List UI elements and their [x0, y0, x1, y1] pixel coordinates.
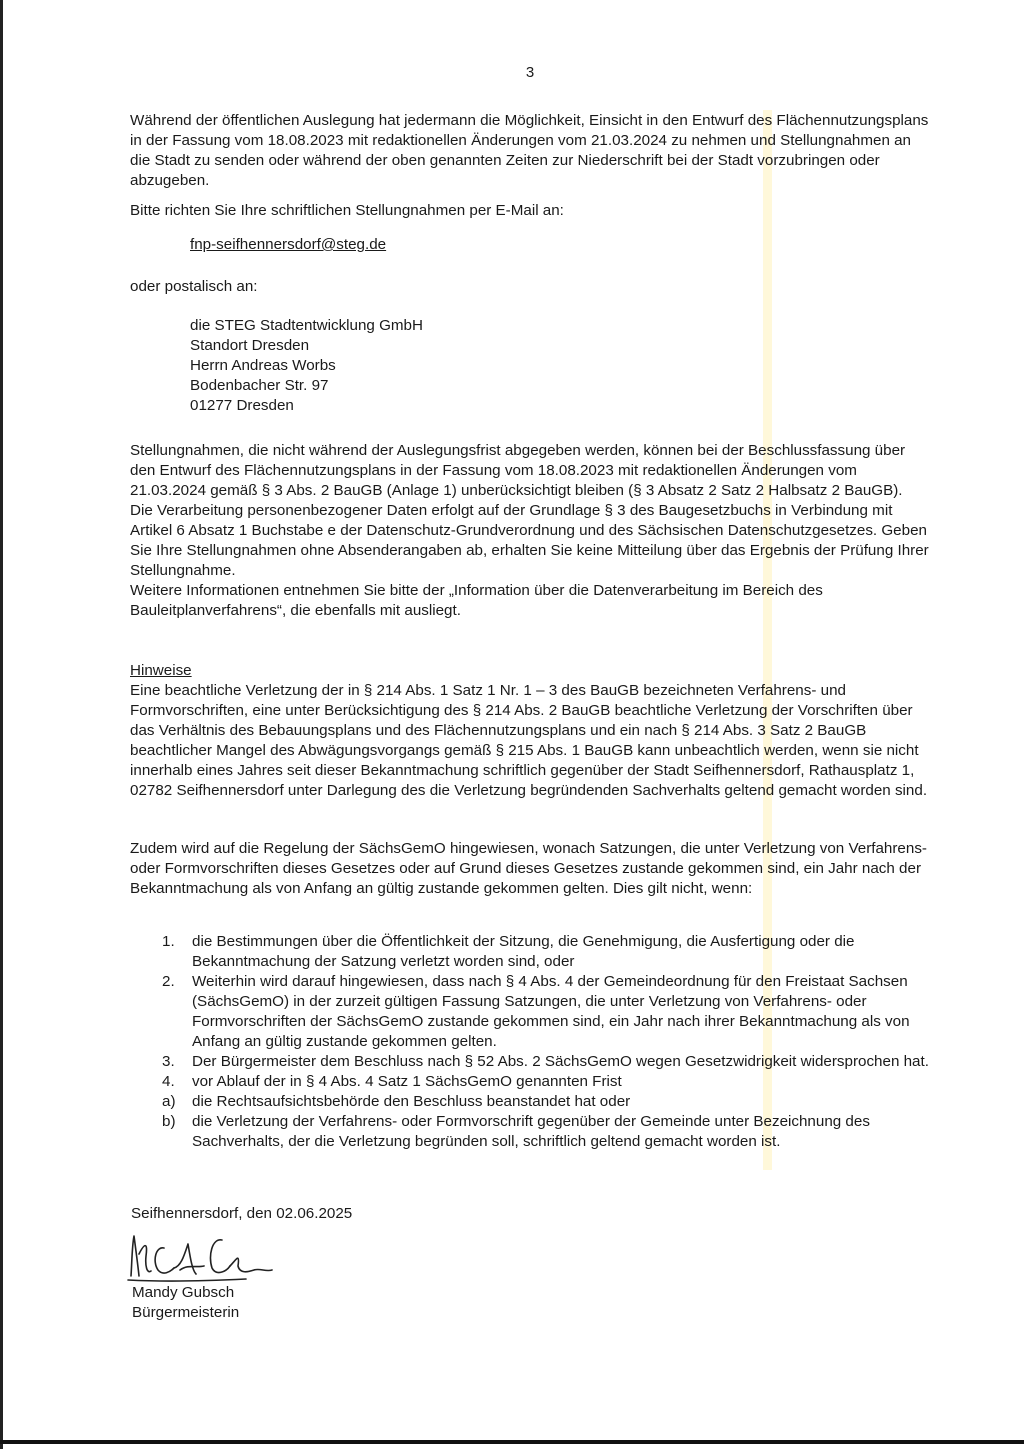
paragraph-text: Weitere Informationen entnehmen Sie bitte der „Information über die Datenverarbeitung im Bereich des Bauleitplanverfahrens“, die ebenfalls mit ausliegt. — [130, 582, 823, 619]
paragraph-public-display — [130, 111, 930, 191]
paragraph-text: Stellungnahmen, die nicht während der Auslegungsfrist abgegeben werden, können bei der Beschlussfassung über den Entwurf des Flächennutzungsplans in der Fassung vom 18.08.2023 mit redaktionellen Änderungen vom 21.03.2024 gemäß § 3 Abs. 2 BauGB (Anlage 1) unberücksichtigt bleiben (§ 3 Absatz 2 Satz 2 Halbsatz 2 BauGB). — [130, 442, 906, 499]
list-item-text: vor Ablauf der in § 4 Abs. 4 Satz 1 SächsGemO genannten Frist — [192, 1073, 622, 1090]
handwritten-signature — [126, 1226, 276, 1286]
list-item — [130, 1052, 940, 1072]
hinweise-heading: Hinweise — [130, 662, 192, 679]
list-marker: b) — [162, 1113, 176, 1130]
signer-title: Bürgermeisterin — [132, 1304, 240, 1321]
paragraph-text: Zudem wird auf die Regelung der SächsGemO hingewiesen, wonach Satzungen, die unter Verletzung von Verfahrens- oder Formvorschriften dieses Gesetzes oder auf Grund dieses Gesetzes zustande gekommen sind, ein Jahr nach der Bekanntmachung als von Anfang an gültig zustande gekommen gelten. Dies gilt nicht, wenn: — [130, 840, 927, 897]
hinweise-text: Eine beachtliche Verletzung der in § 214 Abs. 1 Satz 1 Nr. 1 – 3 des BauGB bezeichneten Verfahrens- und Formvorschriften, eine unter Berücksichtigung des § 214 Abs. 2 BauGB beachtliche Verletzung der Vorschriften über das Verhältnis des Bebauungsplans und des Flächennutzungsplans und ein nach § 214 Abs. 3 Satz 2 BauGB beachtlicher Mangel des Abwägungsvorgangs gemäß § 215 Abs. 1 BauGB kann unbeachtlich werden, wenn sie nicht innerhalb eines Jahres seit dieser Bekanntmachung schriftlich gegenüber der Stadt Seifhennersdorf, Rathausplatz 1, 02782 Seifhennersdorf unter Darlegung des die Verletzung begründenden Sachverhalts geltend gemacht worden sind. — [130, 682, 928, 799]
scan-edge-bottom — [0, 1440, 1024, 1444]
list-item — [130, 1072, 940, 1092]
address-line: Herrn Andreas Worbs — [190, 357, 336, 374]
signer-block — [132, 1283, 239, 1323]
list-item-text: die Rechtsaufsichtsbehörde den Beschluss beanstandet hat oder — [192, 1093, 631, 1110]
email-intro: Bitte richten Sie Ihre schriftlichen Stellungnahmen per E-Mail an: — [130, 202, 564, 219]
address-line: Standort Dresden — [190, 337, 310, 354]
email-link[interactable]: fnp-seifhennersdorf@steg.de — [190, 236, 387, 253]
list-item — [130, 932, 940, 972]
list-item-text: die Verletzung der Verfahrens- oder Formvorschrift gegenüber der Gemeinde unter Bezeichnung des Sachverhalts, der die Verletzung begründen soll, schriftlich geltend gemacht worden ist. — [192, 1113, 870, 1150]
address-line: die STEG Stadtentwicklung GmbH — [190, 317, 423, 334]
list-item-text: Der Bürgermeister dem Beschluss nach § 52 Abs. 2 SächsGemO wegen Gesetzwidrigkeit widersprochen hat. — [192, 1053, 929, 1070]
list-item — [130, 1092, 940, 1112]
list-marker: a) — [162, 1093, 176, 1110]
scan-edge-left — [0, 0, 3, 1449]
postal-address — [190, 316, 423, 416]
list-item-text: die Bestimmungen über die Öffentlichkeit der Sitzung, die Genehmigung, die Ausfertigung oder die Bekanntmachung der Satzung verletzt worden sind, oder — [192, 933, 855, 970]
page-number: 3 — [525, 64, 535, 81]
address-line: Bodenbacher Str. 97 — [190, 377, 329, 394]
signer-name: Mandy Gubsch — [132, 1284, 235, 1301]
paragraph-text: Die Verarbeitung personenbezogener Daten erfolgt auf der Grundlage § 3 des Baugesetzbuchs in Verbindung mit Artikel 6 Absatz 1 Buchstabe e der Datenschutz-Grundverordnung und des Sächsischen Datenschutzgesetzes. Geben Sie Ihre Stellungnahmen ohne Absenderangaben ab, erhalten Sie keine Mitteilung über das Ergebnis der Prüfung Ihrer Stellungnahme. — [130, 502, 929, 579]
postal-intro: oder postalisch an: — [130, 278, 258, 295]
list-item — [130, 972, 940, 1052]
list-marker: 3. — [162, 1053, 175, 1070]
place-date: Seifhennersdorf, den 02.06.2025 — [131, 1205, 353, 1222]
address-line: 01277 Dresden — [190, 397, 294, 414]
list-item-text: Weiterhin wird darauf hingewiesen, dass nach § 4 Abs. 4 der Gemeindeordnung für den Freistaat Sachsen (SächsGemO) in der zurzeit gültigen Fassung Satzungen, die unter Verletzung von Verfahrens- oder Formvorschriften der SächsGemO zustande gekommen sind, ein Jahr nach ihrer Bekanntmachung als von Anfang an gültig zustande gekommen gelten. — [192, 973, 910, 1050]
list-marker: 4. — [162, 1073, 175, 1090]
hinweise-section — [130, 661, 930, 801]
paragraph-statements — [130, 441, 930, 621]
list-marker: 2. — [162, 973, 175, 990]
list-marker: 1. — [162, 933, 175, 950]
list-item — [130, 1112, 940, 1152]
paragraph-saechsgemo — [130, 839, 930, 899]
paragraph-text: Während der öffentlichen Auslegung hat jedermann die Möglichkeit, Einsicht in den Entwurf des Flächennutzungsplans in der Fassung vom 18.08.2023 mit redaktionellen Änderungen vom 21.03.2024 zu nehmen und Stellungnahmen an die Stadt zu senden oder während der oben genannten Zeiten zur Niederschrift bei der Stadt vorzubringen oder abzugeben. — [130, 112, 929, 189]
conditions-list — [130, 932, 940, 1152]
